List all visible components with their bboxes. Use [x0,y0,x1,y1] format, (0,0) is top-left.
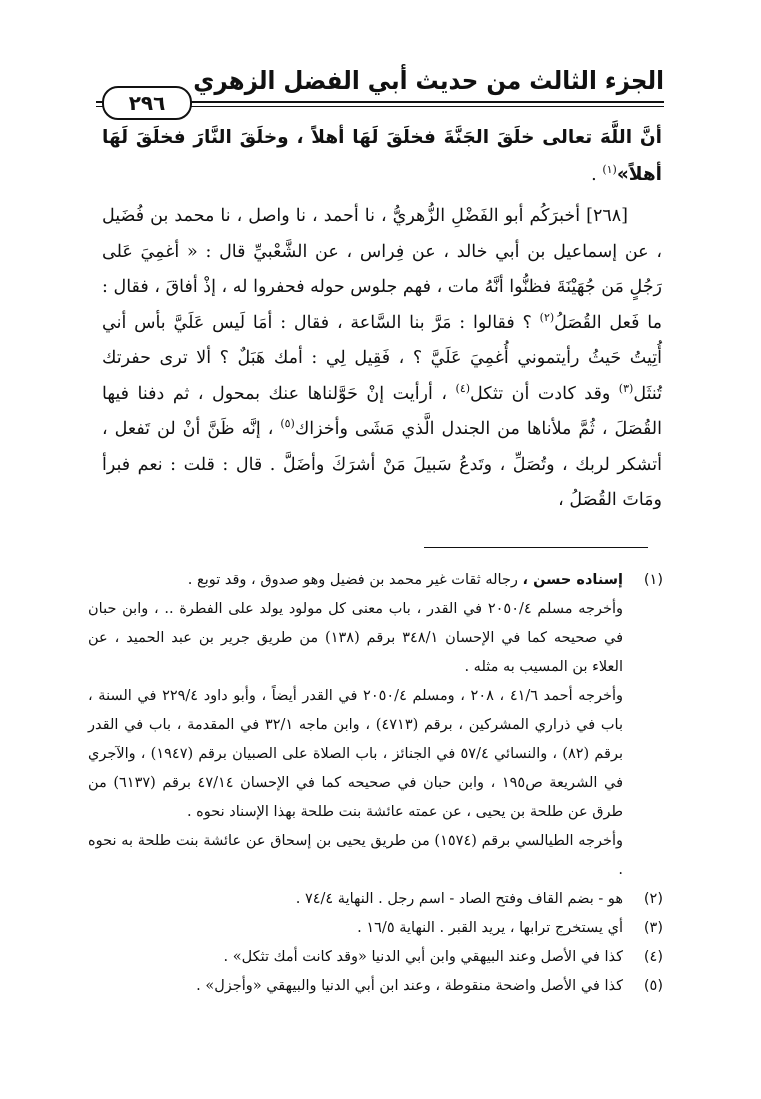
footnote-body [88,566,623,885]
footnote-ref-5[interactable]: (٥) [280,417,295,431]
footnote-number: (١) [643,572,663,588]
footnote-text: أي يستخرج ترابها ، يريد القبر . النهاية ١٦/٥ . [357,920,623,936]
footnote-number: (٣) [643,920,663,936]
main-text [102,120,662,519]
page-header [96,58,664,115]
footnote-number: (٥) [643,978,663,994]
footnote-text: هو - بضم القاف وفتح الصاد - اسم رجل . النهاية ٧٤/٤ . [295,891,623,907]
closing-quote: » [616,163,629,185]
hadith-number: [٢٦٨] [586,206,628,226]
hadith-268 [102,199,662,519]
running-title: الجزء الثالث من حديث أبي الفضل الزهري [193,66,664,95]
page-number: ٢٩٦ [102,86,192,120]
footnote-body [88,972,623,1001]
hadith-text-bold: أنَّ اللَّهَ تعالى خلَقَ الجَنَّةَ فخلَقَ لَهَا أهلاً ، وخلَقَ النَّارَ فخلَقَ لَهَا أهلاً [102,127,662,185]
footnote-body [88,914,623,943]
footnote-number: (٤) [643,949,663,965]
footnote-body [88,943,623,972]
footnote-body [88,885,623,914]
hadith-text-c: وقد كادت أن تثكل [470,383,619,404]
footnote-paragraph: وأخرجه أحمد ٤١/٦ ، ٢٠٨ ، ومسلم ٢٠٥٠/٤ في القدر أيضاً ، وأبو داود ٢٢٩/٤ في السنة ، باب في ذراري المشركين ، برقم (٤٧١٣) ، وابن ماجه ٣٢/١ في المقدمة ، باب في القدر برقم (٨٢) ، والنسائي ٥٧/٤ في الجنائز ، باب الصلاة على الصبيان برقم (١٩٤٧) ، والآجري في الشريعة ص١٩٥ ، وابن حبان في صحيحه كما في الإحسان ٤٧/١٤ برقم (٦١٣٧) من طرق عن طلحة بن يحيى ، عن عمته عائشة بنت طلحة بهذا الإسناد نحوه . [88,688,624,820]
footnote-1 [88,566,663,885]
footnote-ref-3[interactable]: (٣) [618,381,634,395]
footnotes [88,566,663,1001]
footnote-text: كذا في الأصل واضحة منقوطة ، وعند ابن أبي الدنيا والبيهقي «وأجزل» . [196,978,623,994]
period: . [591,164,603,185]
footnote-ref-2[interactable]: (٢) [539,310,555,324]
footnote-paragraph [88,566,623,595]
footnote-text: رجاله ثقات غير محمد بن فضيل وهو صدوق ، وقد توبع . [187,572,523,588]
hadith-text-a: أخبرَكُم أبو الفَضْلِ الزُّهريُّ ، نا أحمد ، نا واصل ، نا محمد بن فُضَيل ، عن إسماعيل بن أبي خالد ، عن فِراس ، عن الشَّعْبيِّ قال : « أغمِيَ عَلى رَجُلٍ مَن جُهَيْنَةَ فظنُّوا أنَّهُ مات ، فهم جلوس حوله فحفروا له ، إذْ أفاقَ ، فقال : ما فَعل القُصَلُ [102,206,662,333]
footnote-3 [88,914,663,943]
footnote-lead: إسناده حسن ، [522,572,623,588]
footnote-5 [88,972,663,1001]
footnote-number: (٢) [643,891,663,907]
hadith-ending [102,120,662,193]
hadith-text-b: ؟ فقالوا : مَرَّ بنا السَّاعة ، فقال : أمَا لَيس عَلَيَّ بأس أني أُتِيتُ حَيثُ رأيتموني أُغمِيَ عَلَيَّ ؟ ، فَقِيل لِي : أمك هَبَلٌ ؟ ألا ترى حفرتك تُنثَل [102,312,662,404]
hadith-text-d: ، أرأيت إنْ حَوَّلناها عنك بمحول ، ثم دفنا فيها القُصَلَ ، ثُمَّ ملأناها من الجندل الَّذي مَشَى وأخزاك [102,383,663,439]
footnote-ref-1[interactable]: (١) [602,162,617,176]
footnote-text: كذا في الأصل وعند البيهقي وابن أبي الدنيا «وقد كانت أمك تثكل» . [223,949,623,965]
footnote-ref-4[interactable]: (٤) [455,381,471,395]
footnote-paragraph: وأخرجه الطيالسي برقم (١٥٧٤) من طريق يحيى بن إسحاق عن عائشة بنت طلحة به نحوه . [88,833,623,878]
footnote-4 [88,943,663,972]
footnote-paragraph: وأخرجه مسلم ٢٠٥٠/٤ في القدر ، باب معنى كل مولود يولد على الفطرة .. ، وابن حبان في صحيحه كما في الإحسان ٣٤٨/١ برقم (١٣٨) من طريق جرير بن عبد الحميد ، عن العلاء بن المسيب به مثله . [88,601,624,675]
footnote-2 [88,885,663,914]
footnote-separator [424,547,648,548]
hadith-text-e: ، إنَّه ظَنَّ أنْ لن تَفعل ، أتشكر لربك ، وتُصَلِّ ، وتَدعُ سَبيلَ مَنْ أشرَكَ وأضَلَّ . قال : قلت : نعم فبرأ ومَاتَ القُصَلُ ، [102,419,662,510]
